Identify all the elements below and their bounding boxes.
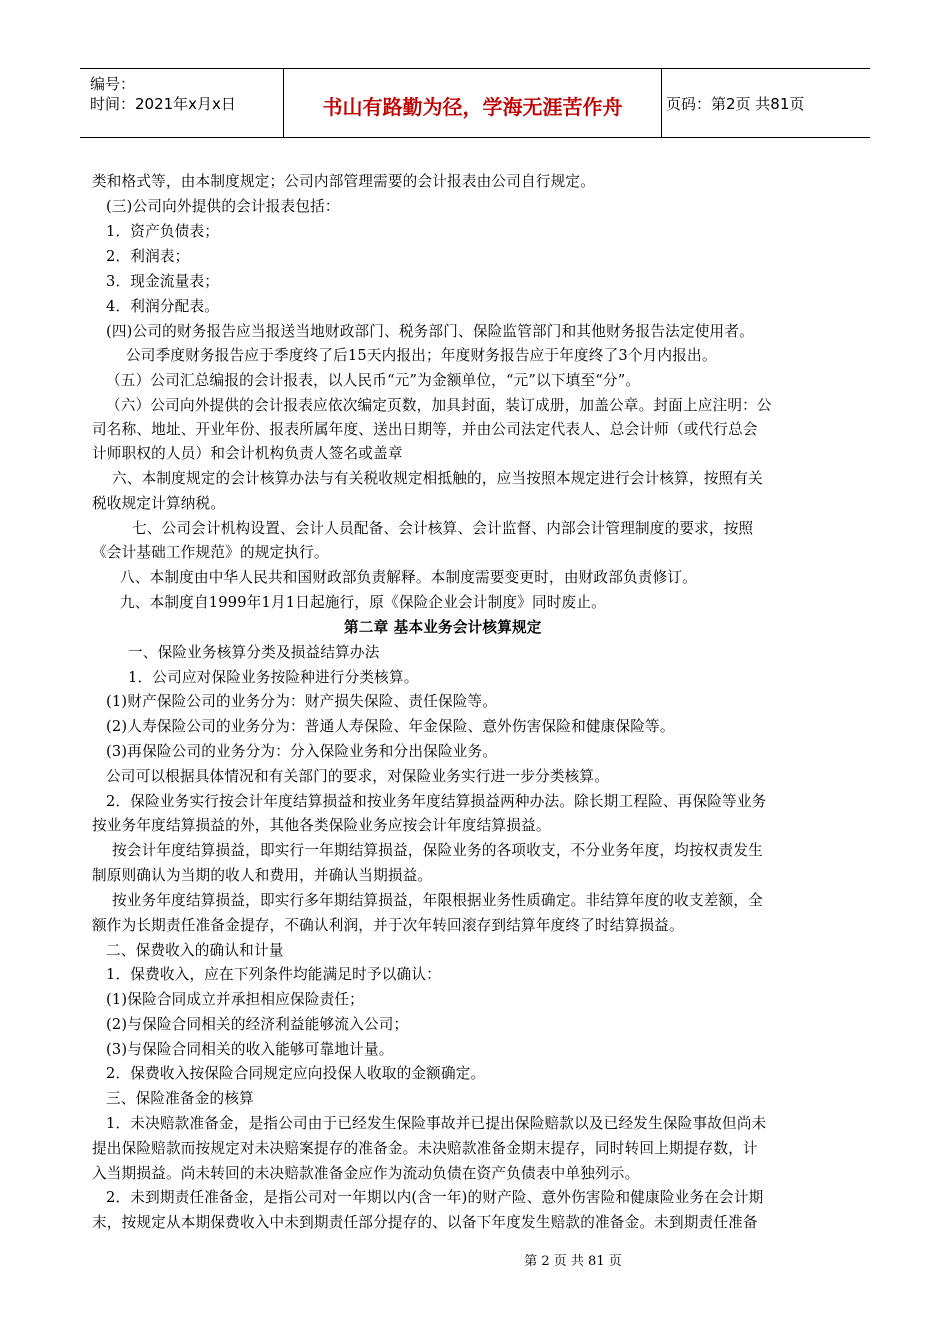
body-line: (1)财产保险公司的业务分为：财产损失保险、责任保险等。 [106, 693, 498, 710]
body-line: （六）公司向外提供的会计报表应依次编定页数，加具封面，装订成册，加盖公章。封面上应注明：公 [106, 397, 772, 414]
document-time-label: 时间：2021年x月x日 [90, 95, 236, 113]
body-line: 2．保费收入按保险合同规定应向投保人收取的金额确定。 [106, 1065, 486, 1082]
body-line: (2)人寿保险公司的业务分为：普通人寿保险、年金保险、意外伤害保险和健康保险等。 [106, 718, 675, 735]
body-line: 公司季度财务报告应于季度终了后15天内报出；年度财务报告应于年度终了3个月内报出。 [126, 347, 717, 364]
body-line: 一、保险业务核算分类及损益结算办法 [128, 644, 380, 661]
header-motto-cell [284, 69, 662, 137]
body-line: 三、保险准备金的核算 [106, 1090, 254, 1107]
body-line: 入当期损益。尚未转回的未决赔款准备金应作为流动负债在资产负债表中单独列示。 [92, 1165, 640, 1182]
body-line: (3)与保险合同相关的收入能够可靠地计量。 [106, 1041, 394, 1058]
body-line: (三)公司向外提供的会计报表包括： [106, 198, 340, 215]
header-left-cell [80, 69, 284, 137]
body-line: 类和格式等，由本制度规定；公司内部管理需要的会计报表由公司自行规定。 [92, 173, 595, 190]
footer-page-number: 第 2 页 共 81 页 [524, 1254, 622, 1269]
body-line: 按会计年度结算损益，即实行一年期结算损益，保险业务的各项收支，不分业务年度，均按权责发生 [112, 842, 763, 859]
body-line: 九、本制度自1999年1月1日起施行，原《保险企业会计制度》同时废止。 [120, 594, 606, 611]
body-line: (2)与保险合同相关的经济利益能够流入公司； [106, 1016, 409, 1033]
page-header [80, 68, 870, 138]
body-line: 1．未决赔款准备金，是指公司由于已经发生保险事故并已提出保险赔款以及已经发生保险事故但尚未 [106, 1115, 767, 1132]
body-line: 《会计基础工作规范》的规定执行。 [92, 544, 329, 561]
body-line: 二、保费收入的确认和计量 [106, 942, 284, 959]
body-line: 八、本制度由中华人民共和国财政部负责解释。本制度需要变更时，由财政部负责修订。 [120, 569, 697, 586]
body-line: 提出保险赔款而按规定对未决赔案提存的准备金。未决赔款准备金期末提存，同时转回上期提存数，计 [92, 1140, 758, 1157]
body-line: 按业务年度结算损益的外，其他各类保险业务应按会计年度结算损益。 [92, 817, 551, 834]
chapter-title: 第二章 基本业务会计核算规定 [344, 619, 542, 636]
body-line: 4．利润分配表。 [106, 298, 220, 315]
body-line: 2．保险业务实行按会计年度结算损益和按业务年度结算损益两种办法。除长期工程险、再保险等业务 [106, 793, 767, 810]
body-line: (1)保险合同成立并承担相应保险责任； [106, 991, 364, 1008]
body-line: 1．公司应对保险业务按险种进行分类核算。 [128, 669, 419, 686]
body-line: 七、公司会计机构设置、会计人员配备、会计核算、会计监督、内部会计管理制度的要求，按照 [132, 520, 754, 537]
header-page-cell [662, 69, 870, 137]
body-line: 1．保费收入，应在下列条件均能满足时予以确认： [106, 966, 441, 983]
body-line: 按业务年度结算损益，即实行多年期结算损益，年限根据业务性质确定。非结算年度的收支差额，全 [112, 892, 763, 909]
body-line: 额作为长期责任准备金提存，不确认利润，并于次年转回滚存到结算年度终了时结算损益。 [92, 917, 684, 934]
body-line: 3．现金流量表； [106, 273, 220, 290]
body-line: (四)公司的财务报告应当报送当地财政部门、税务部门、保险监管部门和其他财务报告法定使用者。 [106, 323, 754, 340]
page-footer [0, 1250, 950, 1269]
header-page-code: 页码：第2页 共81页 [666, 95, 805, 113]
header-motto: 书山有路勤为径，学海无涯苦作舟 [322, 95, 623, 119]
body-line: 2．未到期责任准备金，是指公司对一年期以内(含一年)的财产险、意外伤害险和健康险业务在会计期 [106, 1189, 764, 1206]
body-line: 1．资产负债表； [106, 223, 220, 240]
body-line: 司名称、地址、开业年份、报表所属年度、送出日期等，并由公司法定代表人、总会计师（或代行总会 [92, 421, 758, 438]
body-line: 制原则确认为当期的收人和费用，并确认当期损益。 [92, 867, 433, 884]
body-line: 公司可以根据具体情况和有关部门的要求，对保险业务实行进一步分类核算。 [106, 768, 609, 785]
body-line: (3)再保险公司的业务分为：分入保险业务和分出保险业务。 [106, 743, 498, 760]
body-line: 税收规定计算纳税。 [92, 495, 226, 512]
body-line: 2．利润表； [106, 248, 190, 265]
body-line: 计师职权的人员）和会计机构负责人签名或盖章 [92, 445, 403, 462]
body-line: 末，按规定从本期保费收入中未到期责任部分提存的、以备下年度发生赔款的准备金。未到期责任准备 [92, 1214, 758, 1231]
body-line: 六、本制度规定的会计核算办法与有关税收规定相抵触的，应当按照本规定进行会计核算，按照有关 [112, 470, 763, 487]
body-line: （五）公司汇总编报的会计报表，以人民币“元”为金额单位，“元”以下填至“分”。 [106, 372, 641, 389]
document-number-label: 编号： [90, 75, 136, 93]
